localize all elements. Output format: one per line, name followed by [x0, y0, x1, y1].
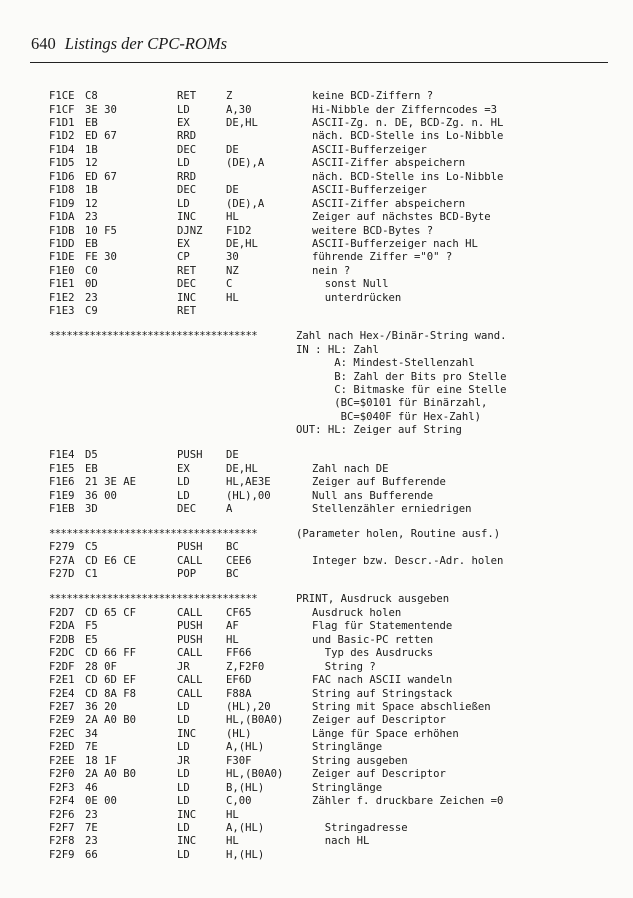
- address: F2EC: [49, 727, 75, 740]
- comment: ASCII-Bufferzeiger nach HL: [312, 237, 478, 250]
- address: F1DE: [49, 251, 75, 264]
- address: F2F3: [49, 781, 75, 794]
- address: F2ED: [49, 741, 75, 754]
- operand: Z,F2F0: [226, 660, 265, 673]
- operand: AF: [226, 620, 239, 633]
- address: F1E9: [49, 489, 75, 502]
- mnemonic: EX: [177, 237, 190, 250]
- io-text: OUT: HL: Zeiger auf String: [296, 424, 462, 437]
- address: F1E4: [49, 449, 75, 462]
- address: F1D6: [49, 170, 75, 183]
- operand: HL: [226, 633, 239, 646]
- mnemonic: CP: [177, 251, 190, 264]
- address: F2F4: [49, 795, 75, 808]
- operand: BC: [226, 541, 239, 554]
- comment: Typ des Ausdrucks: [312, 647, 434, 660]
- comment: String auf Stringstack: [312, 687, 453, 700]
- comment: Hi-Nibble der Zifferncodes =3: [312, 103, 497, 116]
- operand: (HL): [226, 727, 252, 740]
- address: F27D: [49, 568, 75, 581]
- address: F2F0: [49, 768, 75, 781]
- mnemonic: LD: [177, 781, 190, 794]
- operand: HL: [226, 211, 239, 223]
- mnemonic: DEC: [177, 503, 197, 515]
- mnemonic: JR: [177, 754, 190, 767]
- operand: DE,HL: [226, 462, 258, 475]
- comment: führende Ziffer ="0" ?: [312, 251, 453, 264]
- comment: Stringlänge: [312, 781, 383, 794]
- mnemonic: CALL: [177, 554, 203, 567]
- address: F1DA: [49, 211, 75, 223]
- operand: B,(HL): [226, 781, 265, 794]
- comment: und Basic-PC retten: [312, 633, 434, 646]
- operand: HL,AE3E: [226, 476, 271, 489]
- comment: Stellenzähler erniedrigen: [312, 503, 472, 515]
- comment: Stringadresse: [312, 822, 408, 834]
- operand: A,(HL): [226, 741, 265, 754]
- io-text: A: Mindest-Stellenzahl: [296, 357, 475, 369]
- page-number: 640: [31, 34, 56, 53]
- address: F2EE: [49, 754, 75, 767]
- address: F1D8: [49, 184, 75, 197]
- address: F2DA: [49, 620, 75, 633]
- comment: Länge für Space erhöhen: [312, 727, 459, 740]
- address: F1D1: [49, 116, 75, 129]
- comment: String ausgeben: [312, 754, 408, 767]
- address: F1D5: [49, 157, 75, 170]
- mnemonic: PUSH: [177, 449, 203, 462]
- mnemonic: LD: [177, 476, 190, 489]
- comment: Zeiger auf Descriptor: [312, 714, 446, 727]
- address: F2E9: [49, 714, 75, 727]
- address: F1E5: [49, 462, 75, 475]
- hex-bytes: 7E: [85, 822, 98, 834]
- mnemonic: DEC: [177, 143, 197, 156]
- hex-bytes: 23: [85, 291, 98, 304]
- address: F2DF: [49, 660, 75, 673]
- hex-bytes: 0E 00: [85, 795, 117, 808]
- hex-bytes: 34: [85, 727, 98, 740]
- hex-bytes: EB: [85, 116, 98, 129]
- mnemonic: INC: [177, 808, 197, 821]
- comment: nein ?: [312, 264, 351, 277]
- operand: HL: [226, 835, 239, 848]
- hex-bytes: ED 67: [85, 170, 117, 183]
- operand: BC: [226, 568, 239, 581]
- hex-bytes: 1B: [85, 143, 98, 156]
- section-title: (Parameter holen, Routine ausf.): [296, 528, 501, 540]
- comment: näch. BCD-Stelle ins Lo-Nibble: [312, 130, 504, 143]
- comment: ASCII-Ziffer abspeichern: [312, 197, 466, 210]
- hex-bytes: CD E6 CE: [85, 554, 137, 567]
- operand: HL,(B0A0): [226, 714, 284, 727]
- mnemonic: EX: [177, 116, 190, 129]
- mnemonic: RET: [177, 264, 197, 277]
- separator-stars: ************************************: [49, 593, 258, 606]
- comment: Ausdruck holen: [312, 606, 402, 619]
- address: F2E7: [49, 700, 75, 713]
- io-text: IN : HL: Zahl: [296, 343, 379, 356]
- hex-bytes: FE 30: [85, 251, 117, 264]
- comment: String ?: [312, 660, 376, 673]
- comment: Integer bzw. Descr.-Adr. holen: [312, 554, 504, 567]
- mnemonic: DEC: [177, 184, 197, 197]
- address: F279: [49, 541, 75, 554]
- operand: A: [226, 503, 233, 515]
- mnemonic: LD: [177, 197, 190, 210]
- mnemonic: RRD: [177, 130, 197, 143]
- mnemonic: EX: [177, 462, 190, 475]
- hex-bytes: 18 1F: [85, 754, 117, 767]
- address: F1CE: [49, 90, 75, 102]
- address: F1E0: [49, 264, 75, 277]
- address: F2F9: [49, 848, 75, 861]
- mnemonic: RET: [177, 90, 197, 102]
- hex-bytes: C8: [85, 90, 98, 102]
- mnemonic: PUSH: [177, 620, 203, 633]
- hex-bytes: F5: [85, 620, 98, 633]
- mnemonic: RRD: [177, 170, 197, 183]
- mnemonic: PUSH: [177, 541, 203, 554]
- address: F2F8: [49, 835, 75, 848]
- operand: CF65: [226, 606, 252, 619]
- address: F1E6: [49, 476, 75, 489]
- hex-bytes: E5: [85, 633, 98, 646]
- mnemonic: LD: [177, 822, 190, 834]
- comment: ASCII-Bufferzeiger: [312, 143, 427, 156]
- address: F1D4: [49, 143, 75, 156]
- hex-bytes: 28 0F: [85, 660, 117, 673]
- hex-bytes: 36 00: [85, 489, 117, 502]
- address: F2F6: [49, 808, 75, 821]
- operand: FF66: [226, 647, 252, 660]
- operand: DE: [226, 184, 239, 197]
- operand: (DE),A: [226, 197, 265, 210]
- operand: HL,(B0A0): [226, 768, 284, 781]
- page-title: Listings der CPC-ROMs: [64, 34, 228, 53]
- comment: FAC nach ASCII wandeln: [312, 674, 453, 686]
- operand: DE: [226, 449, 239, 462]
- hex-bytes: 3E 30: [85, 103, 117, 116]
- operand: C: [226, 278, 233, 291]
- hex-bytes: 10 F5: [85, 224, 117, 237]
- comment: Stringlänge: [312, 741, 383, 754]
- mnemonic: CALL: [177, 687, 203, 700]
- comment: Null ans Bufferende: [312, 489, 434, 502]
- hex-bytes: C1: [85, 568, 98, 581]
- mnemonic: LD: [177, 103, 190, 116]
- comment: ASCII-Zg. n. DE, BCD-Zg. n. HL: [312, 116, 504, 129]
- hex-bytes: ED 67: [85, 130, 117, 143]
- mnemonic: INC: [177, 291, 197, 304]
- mnemonic: CALL: [177, 674, 203, 686]
- address: F1E3: [49, 305, 75, 318]
- operand: CEE6: [226, 554, 252, 567]
- address: F2DC: [49, 647, 75, 660]
- mnemonic: LD: [177, 768, 190, 781]
- address: F1E2: [49, 291, 75, 304]
- hex-bytes: 36 20: [85, 700, 117, 713]
- address: F2F7: [49, 822, 75, 834]
- operand: H,(HL): [226, 848, 265, 861]
- hex-bytes: 12: [85, 157, 98, 170]
- address: F1DD: [49, 237, 75, 250]
- hex-bytes: 2A A0 B0: [85, 714, 137, 727]
- comment: sonst Null: [312, 278, 389, 291]
- hex-bytes: 1B: [85, 184, 98, 197]
- operand: A,(HL): [226, 822, 265, 834]
- mnemonic: LD: [177, 848, 190, 861]
- operand: F1D2: [226, 224, 252, 237]
- mnemonic: INC: [177, 727, 197, 740]
- hex-bytes: 46: [85, 781, 98, 794]
- mnemonic: POP: [177, 568, 197, 581]
- comment: Zähler f. druckbare Zeichen =0: [312, 795, 504, 808]
- operand: DE,HL: [226, 237, 258, 250]
- hex-bytes: 2A A0 B0: [85, 768, 137, 781]
- address: F2E4: [49, 687, 75, 700]
- address: F27A: [49, 554, 75, 567]
- comment: näch. BCD-Stelle ins Lo-Nibble: [312, 170, 504, 183]
- comment: Zahl nach DE: [312, 462, 389, 475]
- hex-bytes: CD 66 FF: [85, 647, 137, 660]
- hex-bytes: 23: [85, 808, 98, 821]
- operand: F88A: [226, 687, 252, 700]
- comment: ASCII-Ziffer abspeichern: [312, 157, 466, 170]
- operand: (HL),20: [226, 700, 271, 713]
- section-title: Zahl nach Hex-/Binär-String wand.: [296, 330, 507, 343]
- comment: ASCII-Bufferzeiger: [312, 184, 427, 197]
- hex-bytes: 0D: [85, 278, 98, 291]
- comment: Zeiger auf Bufferende: [312, 476, 446, 489]
- operand: DE,HL: [226, 116, 258, 129]
- hex-bytes: CD 8A F8: [85, 687, 137, 700]
- hex-bytes: EB: [85, 462, 98, 475]
- address: F2DB: [49, 633, 75, 646]
- hex-bytes: CD 65 CF: [85, 606, 137, 619]
- address: F1DB: [49, 224, 75, 237]
- comment: Zeiger auf nächstes BCD-Byte: [312, 211, 491, 223]
- mnemonic: CALL: [177, 606, 203, 619]
- operand: (DE),A: [226, 157, 265, 170]
- operand: A,30: [226, 103, 252, 116]
- mnemonic: RET: [177, 305, 197, 318]
- operand: (HL),00: [226, 489, 271, 502]
- comment: weitere BCD-Bytes ?: [312, 224, 434, 237]
- operand: C,00: [226, 795, 252, 808]
- hex-bytes: C0: [85, 264, 98, 277]
- hex-bytes: 3D: [85, 503, 98, 515]
- operand: EF6D: [226, 674, 252, 686]
- hex-bytes: 21 3E AE: [85, 476, 137, 489]
- mnemonic: INC: [177, 211, 197, 223]
- hex-bytes: 23: [85, 211, 98, 223]
- hex-bytes: CD 6D EF: [85, 674, 137, 686]
- comment: unterdrücken: [312, 291, 402, 304]
- mnemonic: DJNZ: [177, 224, 203, 237]
- operand: HL: [226, 291, 239, 304]
- hex-bytes: D5: [85, 449, 98, 462]
- hex-bytes: C5: [85, 541, 98, 554]
- operand: NZ: [226, 264, 239, 277]
- address: F1CF: [49, 103, 75, 116]
- operand: HL: [226, 808, 239, 821]
- mnemonic: DEC: [177, 278, 197, 291]
- io-text: C: Bitmaske für eine Stelle: [296, 383, 507, 396]
- separator-stars: ************************************: [49, 330, 258, 343]
- address: F1D9: [49, 197, 75, 210]
- io-text: B: Zahl der Bits pro Stelle: [296, 370, 507, 383]
- section-title: PRINT, Ausdruck ausgeben: [296, 593, 450, 606]
- hex-bytes: 23: [85, 835, 98, 848]
- mnemonic: LD: [177, 714, 190, 727]
- hex-bytes: C9: [85, 305, 98, 318]
- address: F1E1: [49, 278, 75, 291]
- io-text: (BC=$0101 für Binärzahl,: [296, 397, 488, 410]
- mnemonic: INC: [177, 835, 197, 848]
- address: F1EB: [49, 503, 75, 515]
- header-rule: [30, 62, 608, 63]
- mnemonic: LD: [177, 157, 190, 170]
- address: F1D2: [49, 130, 75, 143]
- comment: keine BCD-Ziffern ?: [312, 90, 434, 102]
- page-header: [31, 34, 227, 54]
- mnemonic: LD: [177, 489, 190, 502]
- address: F2D7: [49, 606, 75, 619]
- hex-bytes: 12: [85, 197, 98, 210]
- hex-bytes: 66: [85, 848, 98, 861]
- comment: String mit Space abschließen: [312, 700, 491, 713]
- operand: Z: [226, 90, 233, 102]
- address: F2E1: [49, 674, 75, 686]
- hex-bytes: EB: [85, 237, 98, 250]
- io-text: BC=$040F für Hex-Zahl): [296, 410, 481, 423]
- hex-bytes: 7E: [85, 741, 98, 754]
- separator-stars: ************************************: [49, 528, 258, 540]
- mnemonic: LD: [177, 700, 190, 713]
- comment: Flag für Statementende: [312, 620, 453, 633]
- comment: nach HL: [312, 835, 370, 848]
- mnemonic: LD: [177, 795, 190, 808]
- mnemonic: JR: [177, 660, 190, 673]
- operand: 30: [226, 251, 239, 264]
- mnemonic: CALL: [177, 647, 203, 660]
- mnemonic: PUSH: [177, 633, 203, 646]
- mnemonic: LD: [177, 741, 190, 754]
- operand: DE: [226, 143, 239, 156]
- operand: F30F: [226, 754, 252, 767]
- comment: Zeiger auf Descriptor: [312, 768, 446, 781]
